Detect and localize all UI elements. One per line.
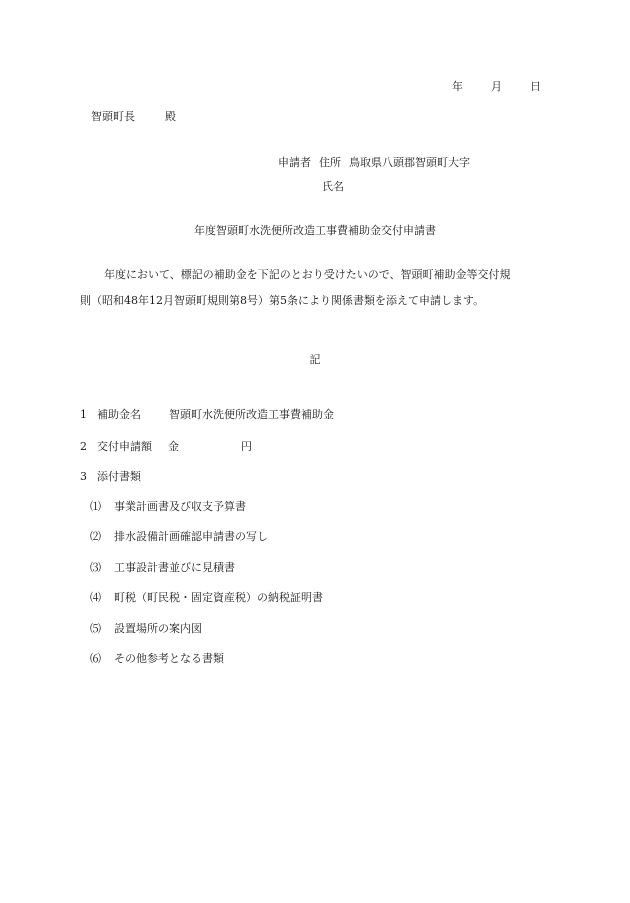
attachment-number: ⑶: [90, 561, 101, 574]
amount-prefix: 金: [168, 440, 179, 453]
attachment-text: その他参考となる書類: [114, 652, 224, 665]
item-attachments: [80, 470, 141, 484]
applicant-name-line: [322, 180, 344, 194]
item-application-amount: [80, 440, 252, 454]
recipient-line: [91, 110, 176, 124]
address-label: 住所: [319, 156, 341, 169]
attachment-text: 工事設計書並びに見積書: [114, 561, 235, 574]
item-label: 交付申請額: [97, 440, 152, 453]
recipient-honorific: 殿: [165, 110, 176, 123]
ki-heading: 記: [309, 353, 321, 366]
applicant-label: 申請者: [278, 156, 311, 169]
item-label: 補助金名: [97, 408, 141, 421]
attachment-item: [90, 530, 268, 544]
item-number: 3: [80, 470, 87, 483]
attachment-text: 設置場所の案内図: [114, 622, 202, 635]
attachment-text: 排水設備計画確認申請書の写し: [114, 530, 268, 543]
item-value: 智頭町水洗便所改造工事費補助金: [169, 408, 334, 421]
attachment-item: [90, 561, 235, 575]
date-line: [452, 80, 541, 94]
document-title: 年度智頭町水洗便所改造工事費補助金交付申請書: [194, 224, 436, 237]
day-label: 日: [530, 80, 541, 93]
body-text-line-2: 則（昭和48年12月智頭町規則第8号）第5条により関係書類を添えて申請します。: [80, 294, 485, 307]
attachment-number: ⑴: [90, 500, 101, 513]
recipient-name: 智頭町長: [91, 110, 135, 123]
amount-suffix: 円: [241, 440, 252, 453]
month-label: 月: [491, 80, 502, 93]
attachment-item: [90, 652, 224, 666]
attachment-text: 事業計画書及び収支予算書: [114, 500, 246, 513]
item-subsidy-name: [80, 408, 334, 422]
body-text-line-1: 年度において、標記の補助金を下記のとおり受けたいので、智頭町補助金等交付規: [104, 268, 511, 281]
applicant-address-line: [278, 156, 470, 170]
attachment-item: [90, 500, 246, 514]
attachment-number: ⑸: [90, 622, 101, 635]
attachment-number: ⑵: [90, 530, 101, 543]
attachment-number: ⑷: [90, 591, 101, 604]
item-number: 1: [80, 408, 87, 421]
attachment-text: 町税（町民税・固定資産税）の納税証明書: [114, 591, 323, 604]
name-label: 氏名: [322, 180, 344, 193]
address-value: 鳥取県八頭郡智頭町大字: [349, 156, 470, 169]
year-label: 年: [452, 80, 463, 93]
attachment-item: [90, 591, 323, 605]
item-number: 2: [80, 440, 87, 453]
attachment-item: [90, 622, 202, 636]
attachment-number: ⑹: [90, 652, 101, 665]
item-label: 添付書類: [97, 470, 141, 483]
